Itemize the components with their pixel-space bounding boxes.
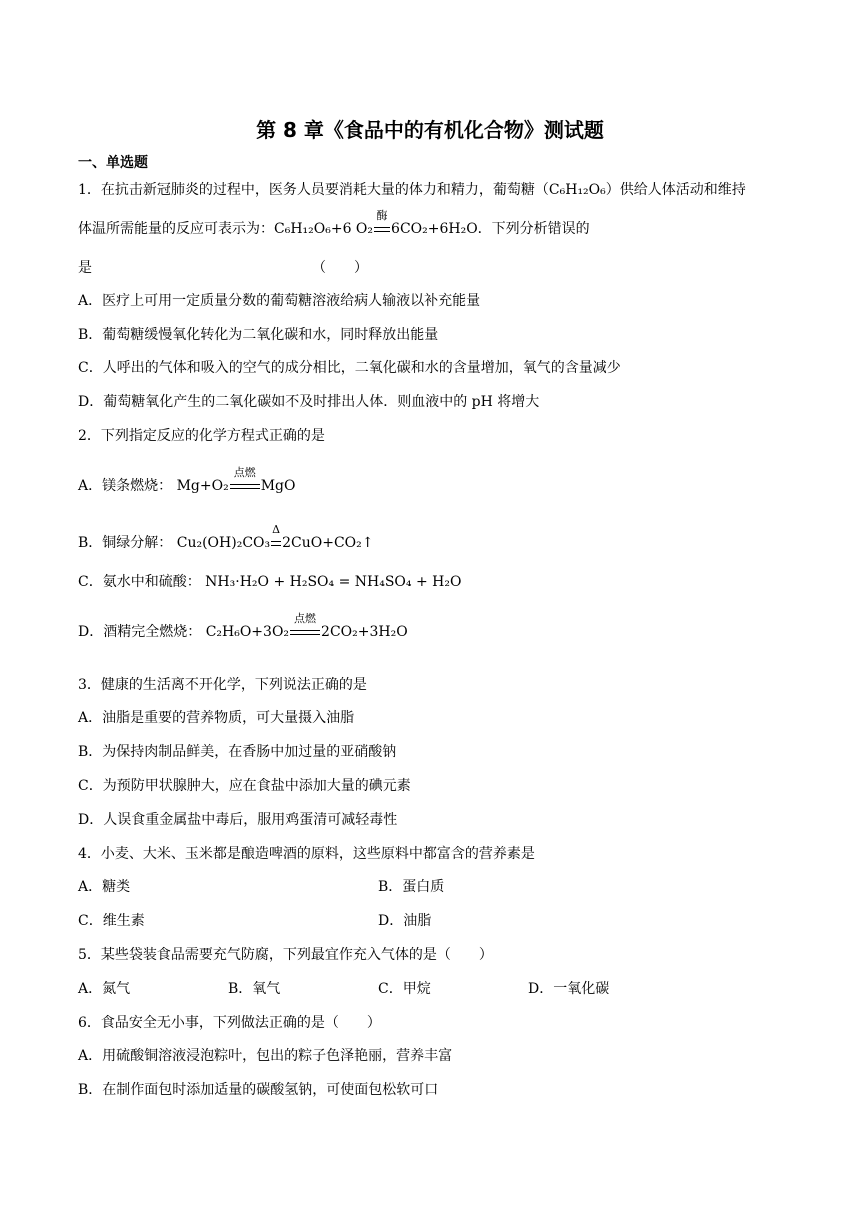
q2-option-a-label: A．镁条燃烧： — [78, 478, 173, 494]
q1-option-b: B．葡萄糖缓慢氧化转化为二氧化碳和水，同时释放出能量 — [78, 327, 439, 343]
q6-option-b: B．在制作面包时添加适量的碳酸氢钠，可使面包松软可口 — [78, 1082, 439, 1098]
q2-option-a-arrow — [229, 466, 261, 496]
q2-option-b-label: B．铜绿分解： — [78, 535, 173, 551]
q2-option-c-equation: NH₃·H₂O + H₂SO₄ = NH₄SO₄ + H₂O — [205, 574, 462, 590]
q4-option-b: B．蛋白质 — [378, 879, 445, 895]
q2-option-d-right: 2CO₂+3H₂O — [321, 624, 408, 640]
q5-stem: 5．某些袋装食品需要充气防腐，下列最宜作充入气体的是（ ） — [78, 947, 493, 963]
q2-option-b-arrow — [270, 523, 282, 553]
q4-option-c: C．维生素 — [78, 913, 145, 929]
q2-option-d-label: D．酒精完全燃烧： — [78, 624, 202, 640]
q2-option-b-left: Cu₂(OH)₂CO₃ — [176, 535, 271, 551]
q6-option-a: A．用硫酸铜溶液浸泡粽叶，包出的粽子色泽艳丽，营养丰富 — [78, 1048, 453, 1064]
q2-option-c — [78, 572, 461, 592]
q2-stem: 2．下列指定反应的化学方程式正确的是 — [78, 428, 325, 444]
q2-option-b-right: 2CuO+CO₂↑ — [282, 535, 374, 551]
q2-option-a-left: Mg+O₂ — [176, 478, 229, 494]
q5-option-b: B．氧气 — [228, 981, 281, 997]
q2-option-b — [78, 523, 374, 553]
q1-reaction-condition: 酶 — [376, 209, 388, 222]
q2-option-c-label: C．氨水中和硫酸： — [78, 574, 201, 590]
q3-option-d: D．人误食重金属盐中毒后，服用鸡蛋清可减轻毒性 — [78, 812, 398, 828]
q5-option-a: A．氮气 — [78, 981, 131, 997]
q1-stem-line3 — [78, 258, 368, 278]
q5-option-c: C．甲烷 — [378, 981, 431, 997]
q1-answer-paren: （ ） — [312, 260, 368, 276]
q1-equation-right: 6CO₂+6H₂O．下列分析错误的 — [391, 221, 590, 237]
q4-option-d: D．油脂 — [378, 913, 432, 929]
q1-stem-line1: 1．在抗击新冠肺炎的过程中，医务人员要消耗大量的体力和精力，葡萄糖（C₆H₁₂O₆）供给人体活动和维持 — [78, 182, 746, 198]
q2-option-d-left: C₂H₆O+3O₂ — [205, 624, 290, 640]
q1-option-a: A．医疗上可用一定质量分数的葡萄糖溶液给病人输液以补充能量 — [78, 293, 481, 309]
q2-option-b-condition: Δ — [272, 523, 281, 536]
q3-option-c: C．为预防甲状腺肿大，应在食盐中添加大量的碘元素 — [78, 778, 411, 794]
q2-option-a-condition: 点燃 — [233, 466, 256, 479]
q1-equation-left: 体温所需能量的反应可表示为：C₆H₁₂O₆+6 O₂ — [78, 221, 374, 237]
q2-option-a-right: MgO — [260, 478, 296, 494]
q1-reaction-arrow — [373, 209, 391, 239]
q3-option-b: B．为保持肉制品鲜美，在香肠中加过量的亚硝酸钠 — [78, 744, 397, 760]
q2-option-a — [78, 466, 296, 496]
q4-stem: 4．小麦、大米、玉米都是酿造啤酒的原料，这些原料中都富含的营养素是 — [78, 846, 535, 862]
q1-stem-line2 — [78, 209, 590, 239]
q5-option-d: D．一氧化碳 — [528, 981, 610, 997]
q1-stem-end: 是 — [78, 260, 92, 276]
q1-option-c: C．人呼出的气体和吸入的空气的成分相比，二氧化碳和水的含量增加，氧气的含量减少 — [78, 360, 621, 376]
q2-option-d — [78, 612, 408, 642]
section-heading: 一、单选题 — [78, 155, 148, 171]
q3-stem: 3．健康的生活离不开化学，下列说法正确的是 — [78, 677, 367, 693]
page-title: 第 8 章《食品中的有机化合物》测试题 — [256, 118, 604, 142]
q4-option-a: A．糖类 — [78, 879, 131, 895]
q3-option-a: A．油脂是重要的营养物质，可大量摄入油脂 — [78, 710, 355, 726]
q2-option-d-condition: 点燃 — [294, 612, 317, 625]
q2-option-d-arrow — [289, 612, 321, 642]
q1-option-d: D．葡萄糖氧化产生的二氧化碳如不及时排出人体．则血液中的 pH 将增大 — [78, 394, 540, 410]
q6-stem: 6．食品安全无小事，下列做法正确的是（ ） — [78, 1015, 381, 1031]
